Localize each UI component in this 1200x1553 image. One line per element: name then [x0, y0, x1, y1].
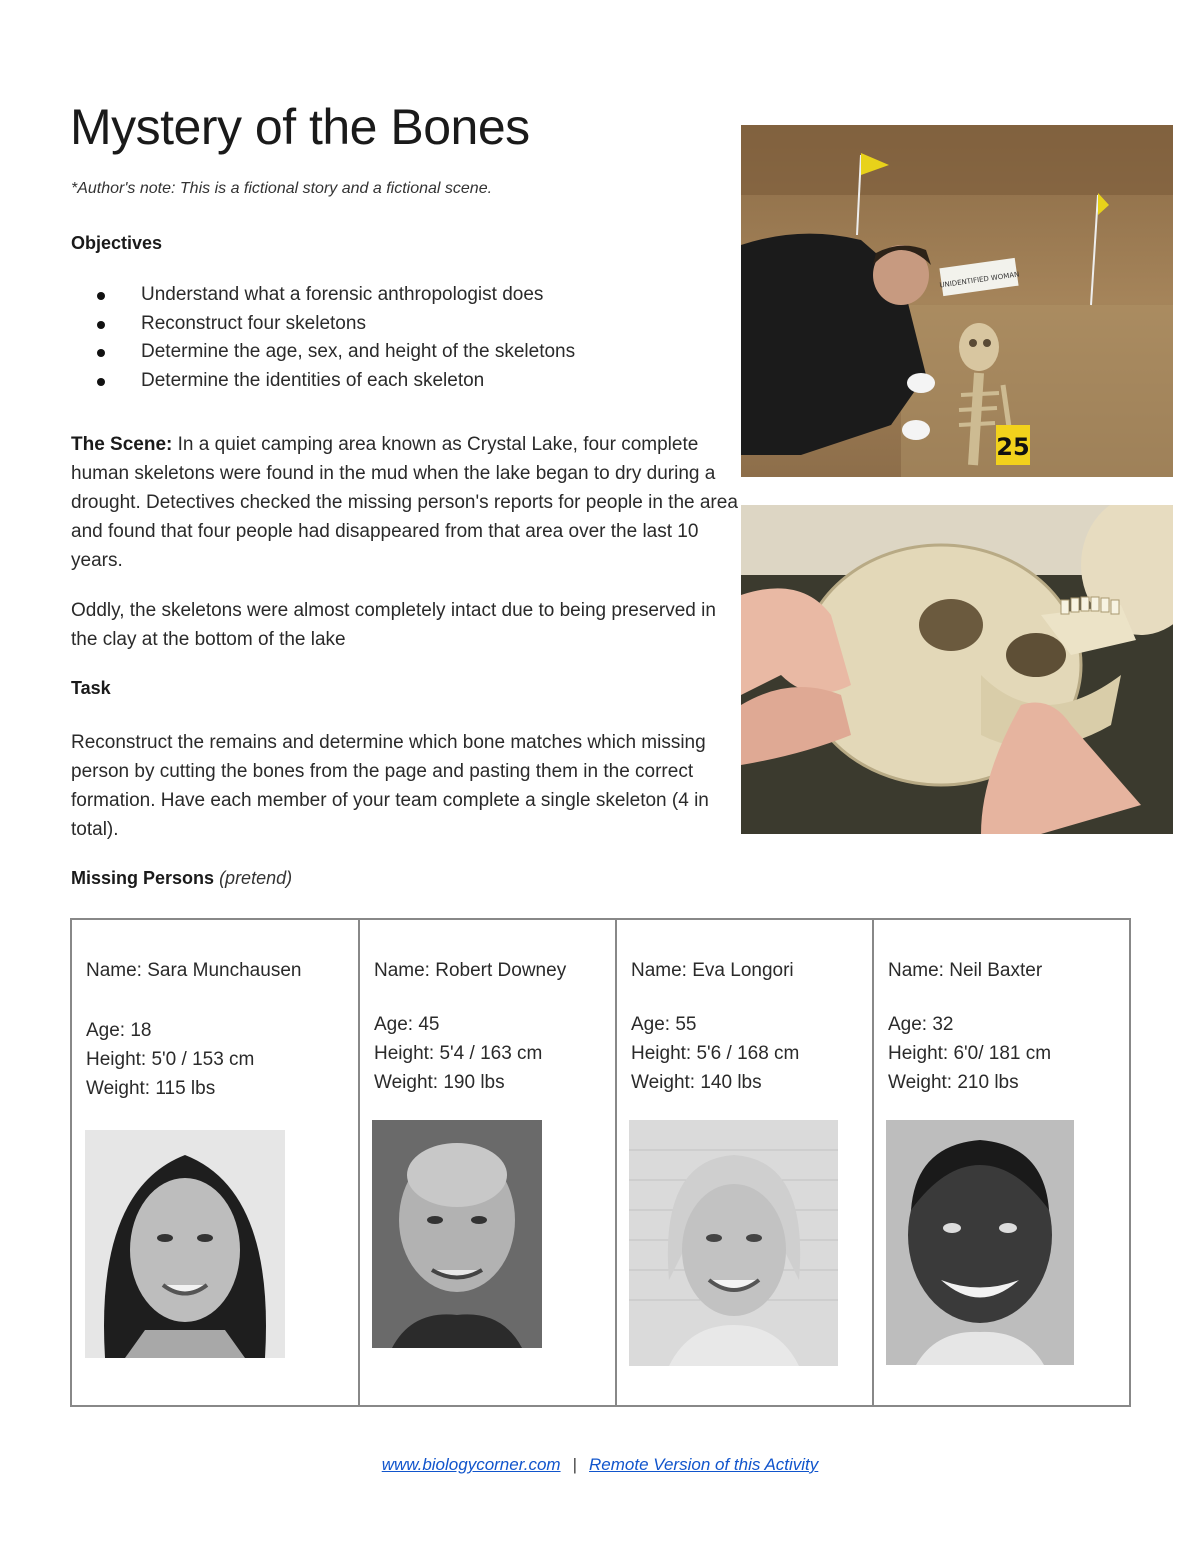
- task-heading: Task: [71, 678, 111, 698]
- person-weight: Weight: 210 lbs: [888, 1072, 1019, 1093]
- person-details: [86, 1016, 254, 1103]
- oddly-paragraph: Oddly, the skeletons were almost completely intact due to being preserved in the clay at the bottom of the lake: [71, 600, 716, 650]
- person-card-neil: [874, 920, 1129, 1405]
- missing-persons-heading: [71, 868, 292, 889]
- scene-label: The Scene:: [71, 434, 173, 455]
- bullet-icon: [97, 321, 105, 329]
- person-card-eva: [617, 920, 874, 1405]
- unidentified-sign-text: UNIDENTIFIED WOMAN: [939, 270, 1020, 290]
- person-height: Height: 5'6 / 168 cm: [631, 1043, 800, 1064]
- footer: [0, 1455, 1200, 1475]
- person-height: Height: 5'0 / 153 cm: [86, 1049, 255, 1070]
- person-age: Age: 18: [86, 1020, 152, 1041]
- evidence-marker-number: 25: [996, 433, 1030, 461]
- portrait-robert: [372, 1120, 542, 1348]
- author-note: *Author's note: This is a fictional story and a fictional scene.: [71, 180, 493, 197]
- person-weight: Weight: 140 lbs: [631, 1072, 762, 1093]
- person-name: Name: Neil Baxter: [888, 960, 1043, 981]
- list-item: [71, 367, 711, 396]
- objective-text: Understand what a forensic anthropologist does: [141, 284, 544, 305]
- remote-version-link[interactable]: Remote Version of this Activity: [589, 1455, 819, 1474]
- person-height: Height: 5'4 / 163 cm: [374, 1043, 543, 1064]
- person-card-sara: [72, 920, 360, 1405]
- person-details: [374, 1010, 542, 1097]
- list-item: [71, 281, 711, 310]
- scene-text: In a quiet camping area known as Crystal Lake, four complete human skeletons were found in the mud when the lake began to dry during a drought. Detectives checked the missing person's reports for people in the area and found that four people had disappeared from that area over the last 10 years.: [71, 434, 738, 571]
- person-weight: Weight: 190 lbs: [374, 1072, 505, 1093]
- person-age: Age: 45: [374, 1014, 440, 1035]
- bullet-icon: [97, 292, 105, 300]
- person-height: Height: 6'0/ 181 cm: [888, 1043, 1052, 1064]
- biologycorner-link[interactable]: www.biologycorner.com: [381, 1455, 561, 1474]
- objective-text: Determine the identities of each skeleton: [141, 369, 485, 391]
- person-name: Name: Sara Munchausen: [86, 960, 302, 981]
- bullet-icon: [97, 349, 105, 357]
- person-age: Age: 55: [631, 1014, 697, 1035]
- skull-photo: [741, 505, 1173, 834]
- scene-paragraph: [71, 430, 741, 575]
- objectives-list: [71, 281, 711, 395]
- person-name: Name: Eva Longori: [631, 960, 794, 981]
- portrait-sara: [85, 1130, 285, 1358]
- portrait-eva: [629, 1120, 838, 1366]
- list-item: [71, 310, 711, 339]
- missing-persons-subheading: (pretend): [219, 868, 293, 888]
- portrait-neil: [886, 1120, 1074, 1365]
- list-item: [71, 338, 711, 367]
- missing-persons-label: Missing Persons: [71, 868, 215, 888]
- person-card-robert: [360, 920, 617, 1405]
- excavation-photo: [741, 125, 1173, 477]
- person-details: [631, 1010, 799, 1097]
- person-name: Name: Robert Downey: [374, 960, 567, 981]
- person-details: [888, 1010, 1051, 1097]
- objectives-heading: Objectives: [71, 233, 163, 253]
- task-paragraph: Reconstruct the remains and determine which bone matches which missing person by cutting the bones from the page and pasting them in the correct formation. Have each member of your team complete a single skeleton (4 in total).: [71, 732, 709, 840]
- missing-persons-table: [70, 918, 1131, 1407]
- footer-separator: |: [572, 1455, 578, 1474]
- person-age: Age: 32: [888, 1014, 954, 1035]
- person-weight: Weight: 115 lbs: [86, 1078, 216, 1099]
- page-title: Mystery of the Bones: [70, 99, 530, 155]
- objective-text: Determine the age, sex, and height of the skeletons: [141, 341, 576, 362]
- objective-text: Reconstruct four skeletons: [141, 312, 366, 334]
- bullet-icon: [97, 378, 105, 386]
